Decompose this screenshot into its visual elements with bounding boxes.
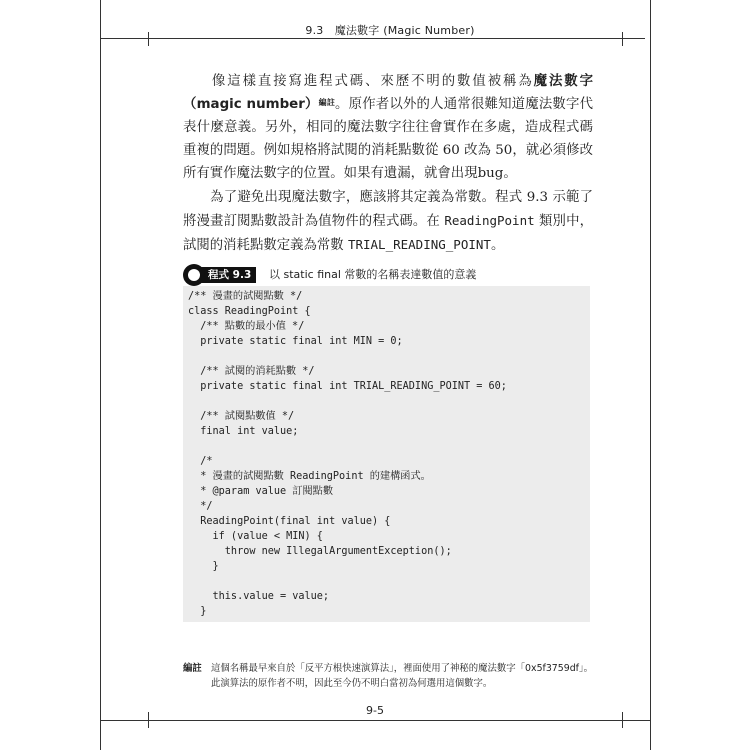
p1-magic-number-term: 魔法數字（magic number）	[183, 74, 594, 112]
editor-note-marker: 編註	[318, 98, 336, 107]
listing-description: 以 static final 常數的名稱表達數值的意義	[269, 268, 477, 281]
code-line: final int value;	[188, 426, 299, 437]
code-line: /*	[188, 456, 213, 467]
code-listing	[188, 289, 507, 619]
crop-mark-bottom-left-h	[100, 720, 650, 721]
body-paragraph-2	[183, 186, 593, 257]
crop-mark-top-left-h	[100, 38, 114, 39]
running-header-title: 9.3 魔法數字 (Magic Number)	[305, 24, 475, 37]
footnote-text: 這個名稱最早來自於「反平方根快速演算法」，裡面使用了神秘的魔法數字「0x5f3759df」。此演算法的原作者不明，因此至今仍不明白當初為何選用這個數字。	[211, 663, 594, 689]
p2-text-2: 類別中，試閱的消耗點數定義為常數	[183, 214, 593, 253]
listing-label-badge: 程式 9.3	[196, 267, 256, 283]
code-line: this.value = value;	[188, 591, 330, 602]
p2-code-constant: TRIAL_READING_POINT	[347, 237, 491, 252]
code-line: if (value < MIN) {	[188, 531, 323, 542]
header-rule	[105, 38, 645, 39]
code-line: }	[188, 561, 219, 572]
p1-text-end: 。原作者以外的人通常很難知道魔法數字代表什麼意義。另外，相同的魔法數字往往會實作在多處，造成程式碼重複的問題。例如規格將試閱的消耗點數從 60 改為 50，就必須修改所有實作魔法數字的位置。如果有遺漏，就會出現bug。	[183, 97, 594, 181]
footnote-label: 編註	[183, 663, 202, 674]
crop-mark-left-vertical	[100, 0, 101, 750]
code-line: /** 漫畫的試閱點數 */	[188, 291, 303, 302]
p1-text-start: 像這樣直接寫進程式碼、來歷不明的數值被稱為	[210, 74, 534, 89]
p2-code-class: ReadingPoint	[444, 213, 535, 228]
crop-mark-right-vertical	[650, 0, 651, 750]
crop-mark-bottom-right-v	[622, 712, 623, 728]
code-line: throw new IllegalArgumentException();	[188, 546, 452, 557]
p2-text-1: 為了避免出現魔法數字，應該將其定義為常數。程式 9.3 示範了將漫畫訂閱點數設計為值物件的程式碼。在	[183, 190, 593, 229]
p2-text-3: 。	[490, 238, 505, 253]
code-line: */	[188, 501, 213, 512]
code-line: private static final int MIN = 0;	[188, 336, 403, 347]
listing-circle-icon	[183, 264, 205, 286]
code-line: /** 試閱的消耗點數 */	[188, 366, 315, 377]
code-line: ReadingPoint(final int value) {	[188, 516, 391, 527]
listing-caption	[183, 264, 593, 286]
code-line: * 漫畫的試閱點數 ReadingPoint 的建構函式。	[188, 471, 431, 482]
code-line: }	[188, 606, 207, 617]
code-line: * @param value 訂閱點數	[188, 486, 334, 497]
page-number: 9-5	[366, 704, 384, 717]
crop-mark-top-left-v	[148, 32, 149, 46]
crop-mark-bottom-left-v	[148, 712, 149, 728]
code-line: class ReadingPoint {	[188, 306, 311, 317]
code-line: /** 試閱點數值 */	[188, 411, 295, 422]
code-line: /** 點數的最小值 */	[188, 321, 305, 332]
body-paragraph-1	[183, 70, 593, 185]
code-line: private static final int TRIAL_READING_POINT = 60;	[188, 381, 507, 392]
code-block	[183, 286, 590, 622]
